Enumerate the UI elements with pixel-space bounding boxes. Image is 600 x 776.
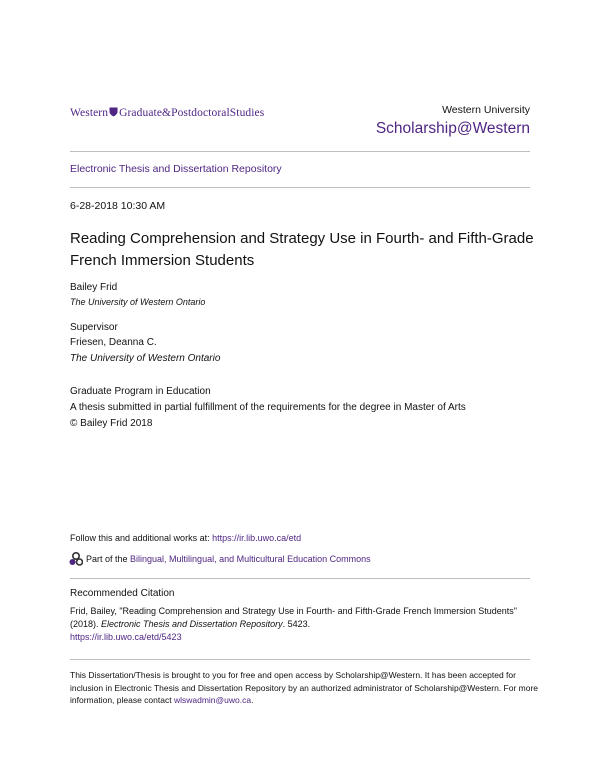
footer-text: This Dissertation/Thesis is brought to you for free and open access by Scholarship@Western. It has been accepted for inclusion in Electronic Thesis and Dissertation Repository by an authorized administrator of Scholarship@Western. For more information, please contact — [70, 670, 538, 705]
graduate-program: Graduate Program in Education — [70, 386, 211, 397]
supervisor-affiliation: The University of Western Ontario — [70, 353, 221, 364]
submission-date: 6-28-2018 10:30 AM — [70, 200, 166, 212]
supervisor-label: Supervisor — [70, 322, 118, 333]
footer-divider — [70, 659, 530, 660]
citation-url-link[interactable]: https://ir.lib.uwo.ca/etd/5423 — [70, 632, 182, 642]
graduate-studies-logo — [70, 107, 264, 119]
citation-divider — [70, 578, 530, 579]
repository-divider — [70, 187, 530, 188]
part-of-text: Part of the — [86, 554, 131, 564]
header-divider — [70, 151, 530, 152]
citation-journal: Electronic Thesis and Dissertation Repository — [101, 619, 283, 629]
scholarship-western-title[interactable]: Scholarship@Western — [375, 120, 530, 137]
logo-western-text: Western — [70, 107, 109, 119]
author-name: Bailey Frid — [70, 282, 118, 293]
thesis-title: Reading Comprehension and Strategy Use in Fourth- and Fifth-Grade French Immersion Students — [70, 230, 534, 269]
author-affiliation: The University of Western Ontario — [70, 297, 206, 307]
part-of-line — [86, 554, 371, 564]
citation-text: Frid, Bailey, "Reading Comprehension and Strategy Use in Fourth- and Fifth-Grade French Immersion Students" (2018). — [70, 606, 517, 629]
citation-suffix: . 5423. — [282, 619, 311, 629]
follow-line — [70, 533, 301, 543]
supervisor-name: Friesen, Deanna C. — [70, 337, 157, 348]
thesis-statement: A thesis submitted in partial fulfillment of the requirements for the degree in Master of Arts — [70, 402, 466, 413]
citation-body — [70, 605, 540, 644]
commons-network-icon — [69, 552, 83, 566]
follow-text: Follow this and additional works at: — [70, 533, 213, 543]
repository-link[interactable]: Electronic Thesis and Dissertation Repository — [70, 163, 282, 175]
university-name: Western University — [442, 104, 530, 116]
copyright: © Bailey Frid 2018 — [70, 418, 153, 429]
citation-heading: Recommended Citation — [70, 588, 175, 599]
commons-link[interactable]: Bilingual, Multilingual, and Multicultural Education Commons — [130, 554, 371, 564]
shield-icon — [109, 107, 118, 117]
footer-end: . — [251, 695, 254, 705]
contact-email-link[interactable]: wlswadmin@uwo.ca — [173, 695, 252, 705]
follow-url-link[interactable]: https://ir.lib.uwo.ca/etd — [212, 533, 302, 543]
logo-graduate-text: Graduate&PostdoctoralStudies — [119, 107, 265, 119]
footer-notice — [70, 669, 540, 707]
